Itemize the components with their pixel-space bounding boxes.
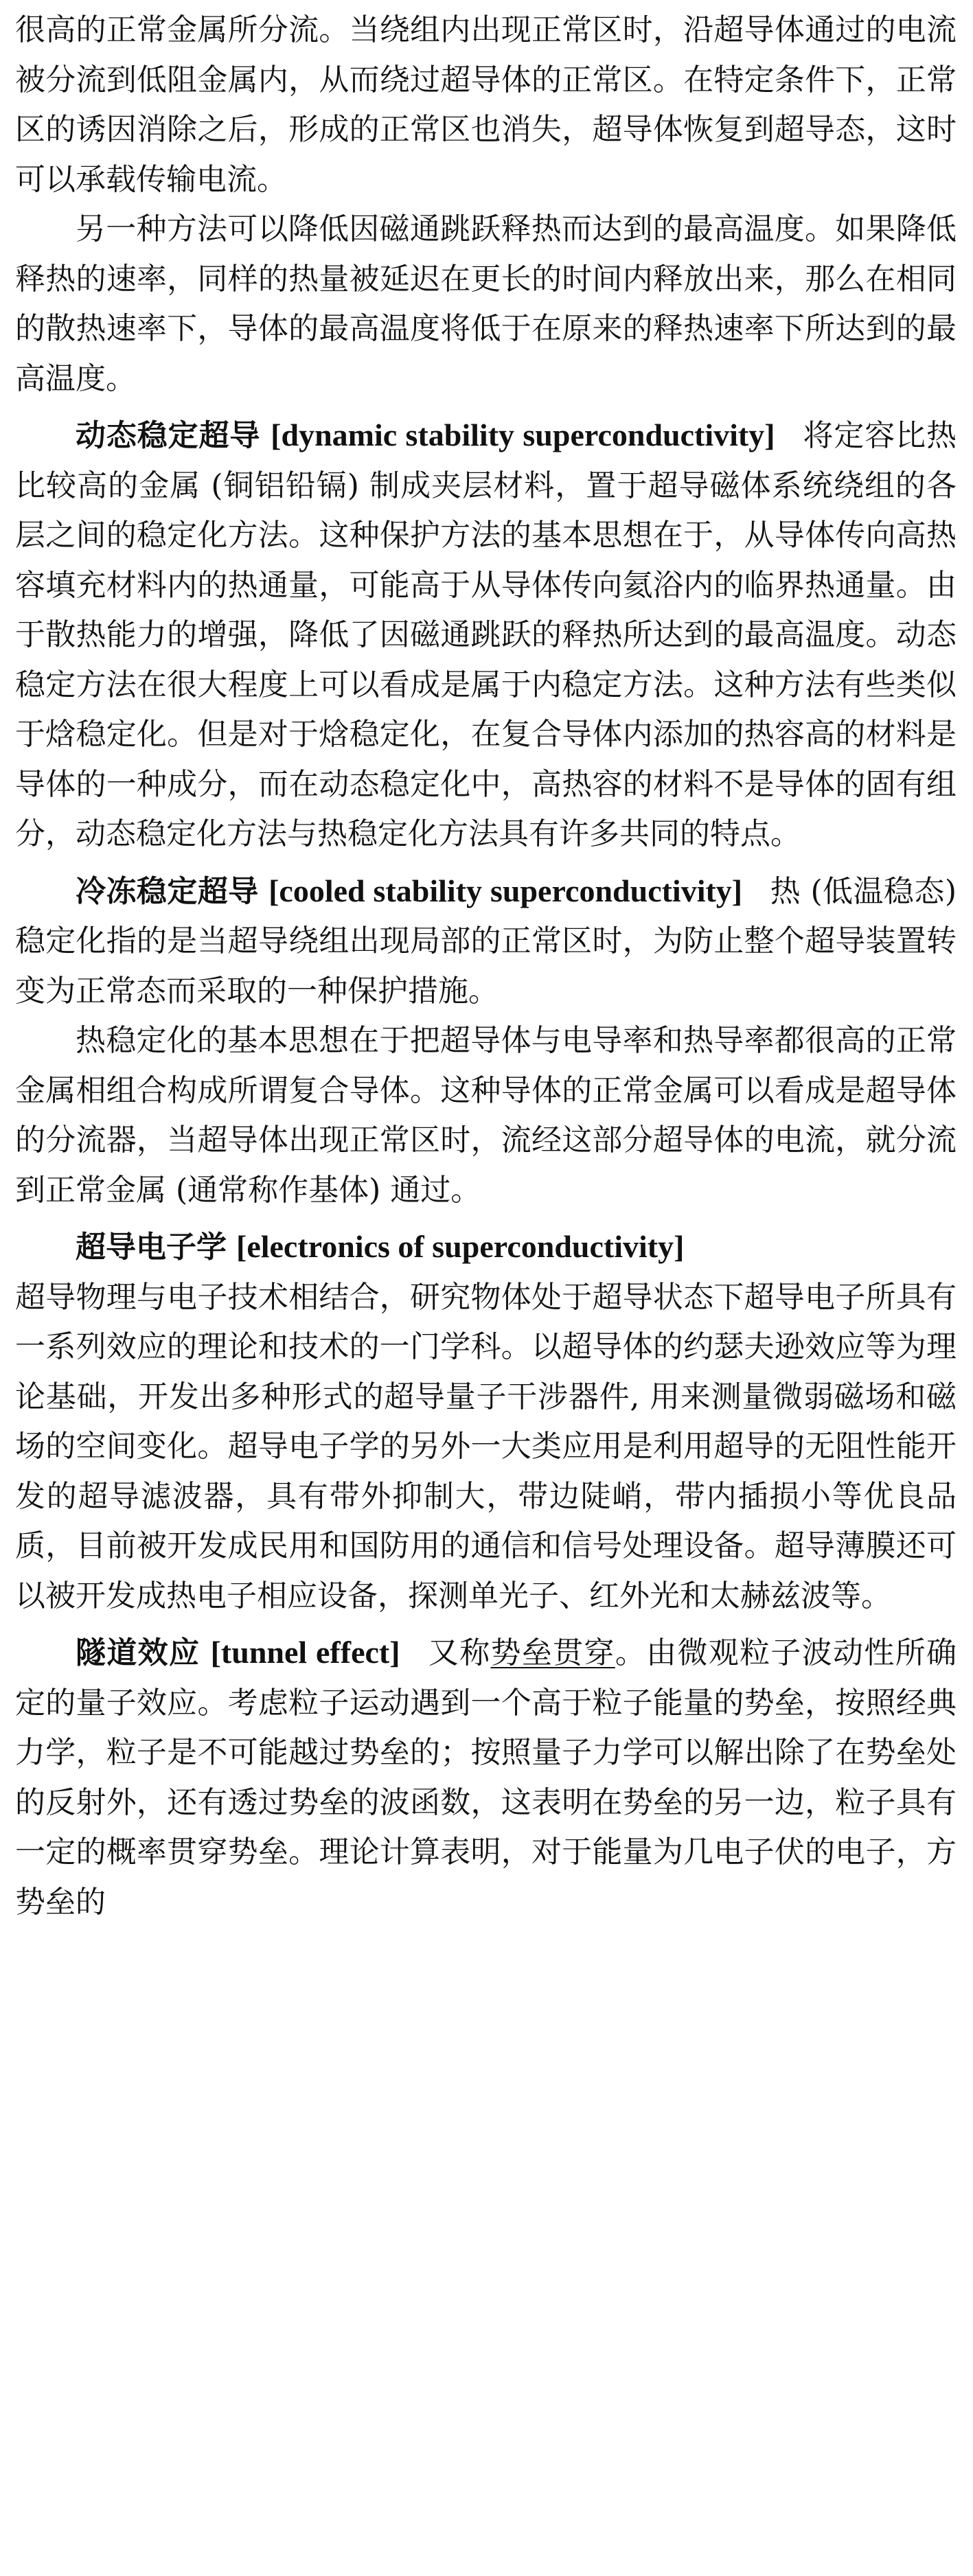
entry-english: [dynamic stability superconductivity] [271, 417, 775, 452]
entry-body: 超导物理与电子技术相结合，研究物体处于超导状态下超导电子所具有一系列效应的理论和技术的一门学科。以超导体的约瑟夫逊效应等为理论基础，开发出多种形式的超导量子干涉器件, 用来测量微弱磁场和磁场的空间变化。超导电子学的另外一大类应用是利用超导的无阻性能开发的超导滤波器，具有带外抑制大，带边陡峭，带内插损小等优良品质，目前被开发成民用和国防用的通信和信号处理设备。超导薄膜还可以被开发成热电子相应设备，探测单光子、红外光和太赫兹波等。 [15, 1279, 957, 1613]
entry-extra-paragraph: 热稳定化的基本思想在于把超导体与电导率和热导率都很高的正常金属相组合构成所谓复合导体。这种导体的正常金属可以看成是超导体的分流器，当超导体出现正常区时，流经这部分超导体的电流，就分流到正常金属 (通常称作基体) 通过。 [15, 1023, 957, 1208]
entry-dynamic-stability [15, 411, 957, 860]
entry-english: [cooled stability superconductivity] [268, 873, 743, 908]
entry-term: 超导电子学 [76, 1230, 227, 1265]
entry-english: [tunnel effect] [210, 1635, 400, 1670]
entry-body: 热 (低温稳态) 稳定化指的是当超导绕组出现局部的正常区时，为防止整个超导装置转变为正常态而采取的一种保护措施。 [15, 873, 957, 1009]
entry-superconducting-electronics [15, 1222, 957, 1621]
entry-english: [electronics of superconductivity] [236, 1229, 685, 1264]
entry-term: 冷冻稳定超导 [76, 873, 259, 909]
paragraph-flux-jump: 另一种方法可以降低因磁通跳跃释热而达到的最高温度。如果降低释热的速率，同样的热量被延迟在更长的时间内释放出来，那么在相同的散热速率下，导体的最高温度将低于在原来的释热速率下所达到的最高温度。 [15, 211, 957, 396]
paragraph-continued: 很高的正常金属所分流。当绕组内出现正常区时，沿超导体通过的电流被分流到低阻金属内，从而绕过超导体的正常区。在特定条件下，正常区的诱因消除之后，形成的正常区也消失，超导体恢复到超导态，这时可以承载传输电流。 [15, 12, 957, 197]
entry-term: 隧道效应 [76, 1635, 201, 1670]
entry-tunnel-effect [15, 1628, 957, 1927]
cross-reference-link[interactable]: 势垒贯穿 [490, 1635, 615, 1670]
entry-body: 。由微观粒子波动性所确定的量子效应。考虑粒子运动遇到一个高于粒子能量的势垒，按照经典力学，粒子是不可能越过势垒的；按照量子力学可以解出除了在势垒处的反射外，还有透过势垒的波函数，这表明在势垒的另一边，粒子具有一定的概率贯穿势垒。理论计算表明，对于能量为几电子伏的电子，方势垒的 [15, 1635, 957, 1920]
entry-body-prefix: 又称 [427, 1635, 491, 1670]
entry-cooled-stability [15, 866, 957, 1017]
entry-body: 将定容比热比较高的金属 (铜铝铅镉) 制成夹层材料，置于超导磁体系统绕组的各层之间的稳定化方法。这种保护方法的基本思想在于，从导体传向高热容填充材料内的热通量，可能高于从导体传向氦浴内的临界热通量。由于散热能力的增强，降低了因磁通跳跃的释热所达到的最高温度。动态稳定方法在很大程度上可以看成是属于内稳定方法。这种方法有些类似于焓稳定化。但是对于焓稳定化，在复合导体内添加的热容高的材料是导体的一种成分，而在动态稳定化中，高热容的材料不是导体的固有组分，动态稳定化方法与热稳定化方法具有许多共同的特点。 [15, 418, 957, 851]
entry-term: 动态稳定超导 [76, 418, 261, 453]
